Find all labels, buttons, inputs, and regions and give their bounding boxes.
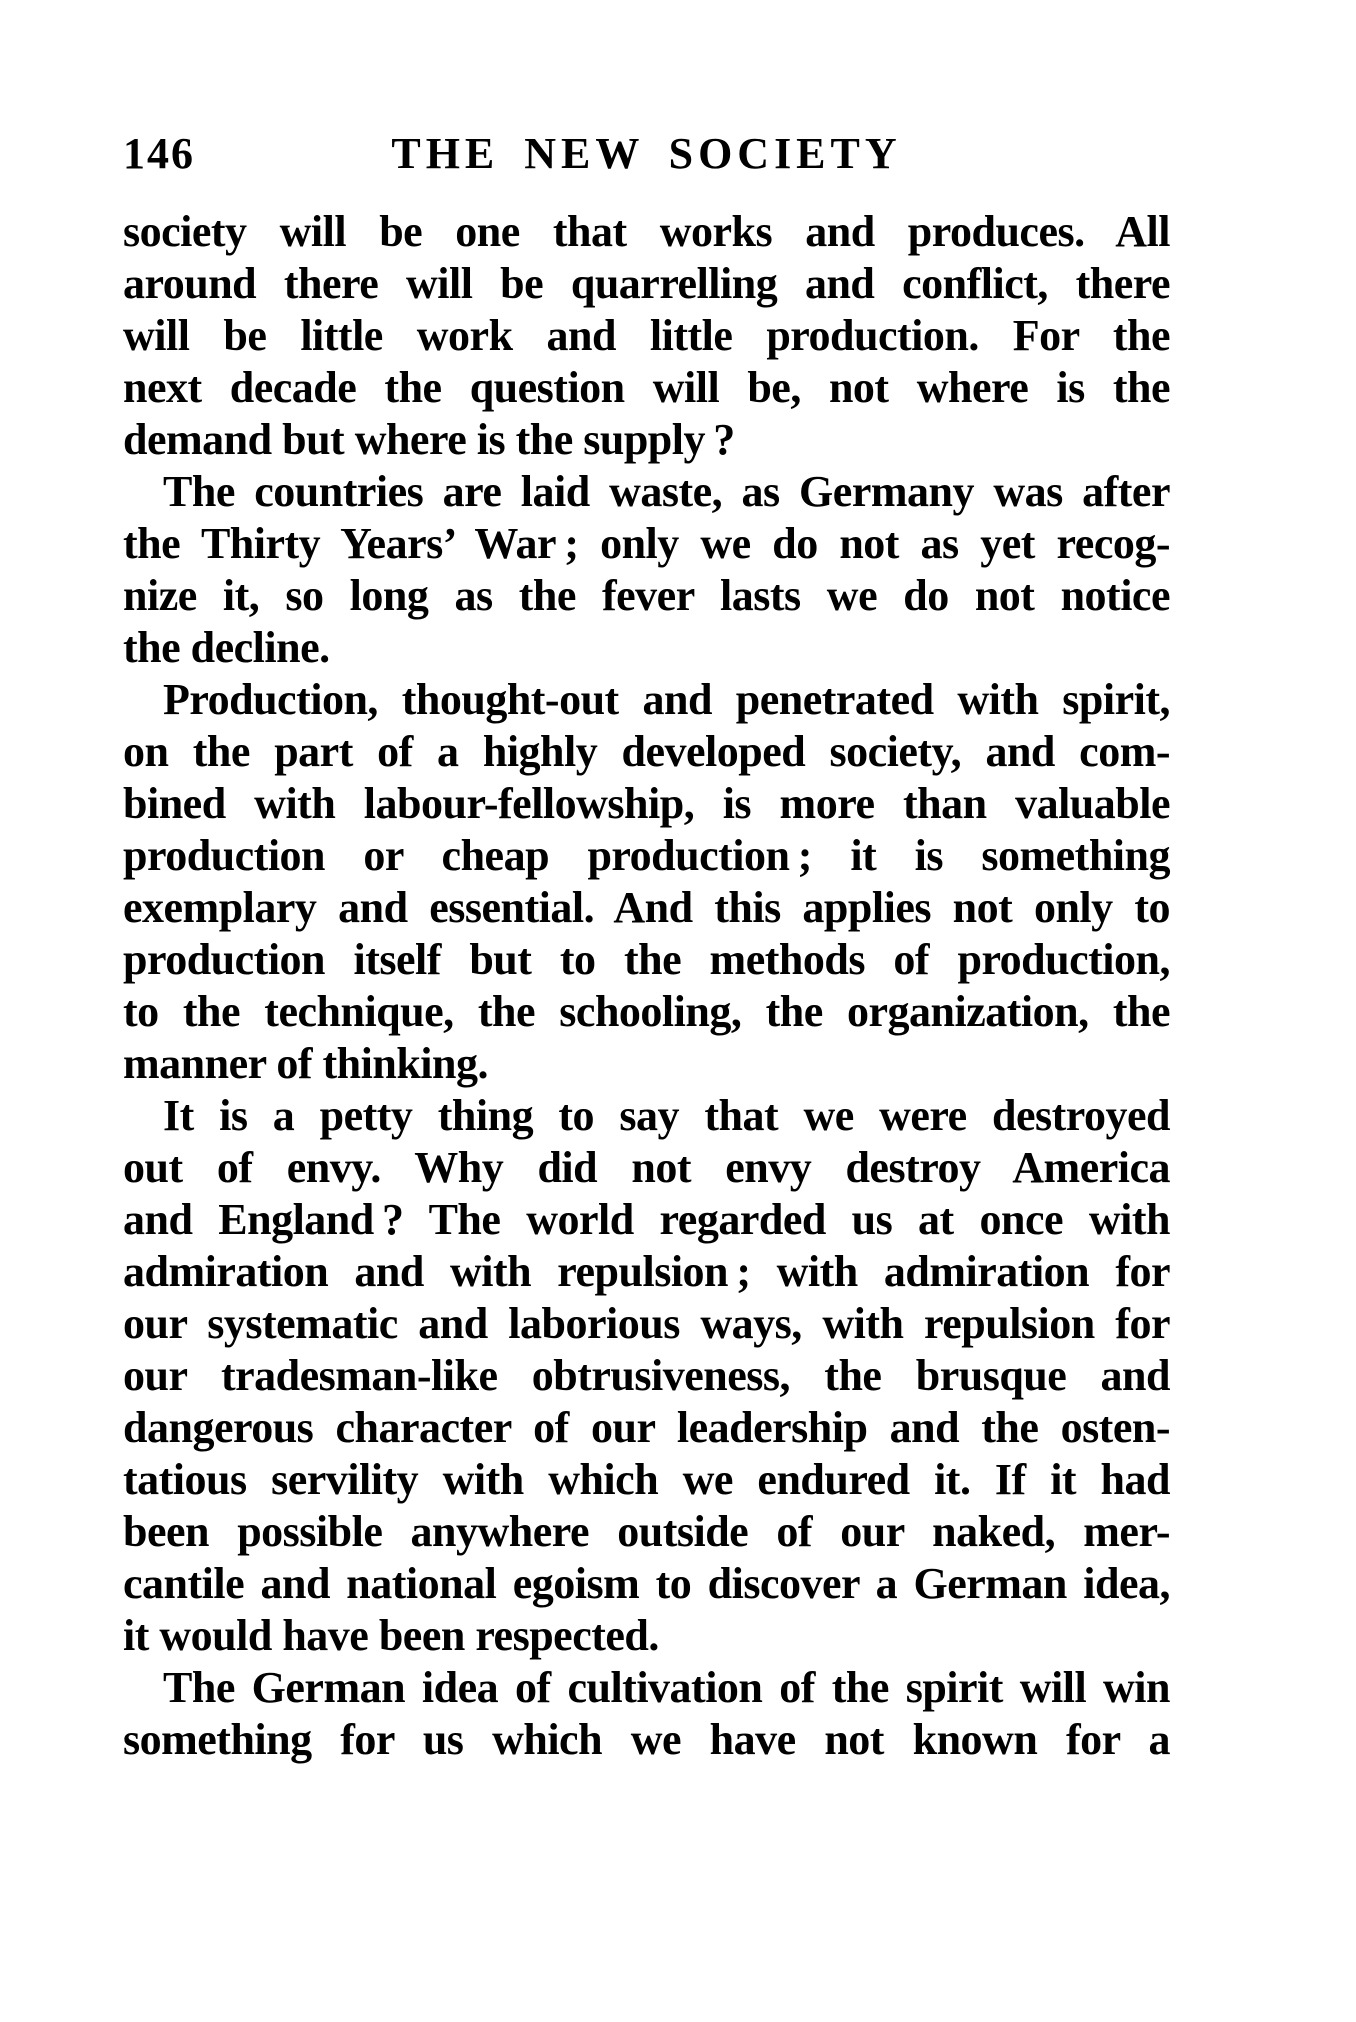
text-line: will be little work and little production. For the [123,311,1170,360]
text-line: around there will be quarrelling and conflict, there [123,259,1170,308]
text-line: the Thirty Years’ War ; only we do not as yet recog- [123,519,1170,568]
page-header [123,129,1170,178]
text-line: production itself but to the methods of production, [123,935,1170,984]
text-line: admiration and with repulsion ; with admiration for [123,1247,1170,1296]
text-line: cantile and national egoism to discover a German idea, [123,1559,1170,1608]
text-line: and England ? The world regarded us at once with [123,1195,1170,1244]
text-line: bined with labour-fellowship, is more than valuable [123,779,1170,828]
text-line: demand but where is the supply ? [123,415,735,464]
text-line: on the part of a highly developed society, and com- [123,727,1170,776]
text-line: production or cheap production ; it is something [123,831,1170,880]
page-number: 146 [123,129,195,178]
text-line: The German idea of cultivation of the spirit will win [163,1663,1170,1712]
paragraph [123,1662,1170,1766]
running-title: THE NEW SOCIETY [391,129,902,178]
paragraph [123,674,1170,1090]
text-line: our tradesman-like obtrusiveness, the brusque and [123,1351,1170,1400]
text-line: something for us which we have not known for a [123,1715,1170,1764]
paragraph [123,1090,1170,1662]
text-line: dangerous character of our leadership and the osten- [123,1403,1170,1452]
text-line: It is a petty thing to say that we were destroyed [163,1091,1170,1140]
text-line: tatious servility with which we endured it. If it had [123,1455,1170,1504]
text-line: society will be one that works and produces. All [123,207,1170,256]
text-line: the decline. [123,623,330,672]
text-line: exemplary and essential. And this applies not only to [123,883,1170,932]
text-line: to the technique, the schooling, the organization, the [123,987,1170,1036]
text-line: Production, thought-out and penetrated with spirit, [163,675,1170,724]
text-line: nize it, so long as the fever lasts we do not notice [123,571,1170,620]
paragraph [123,466,1170,674]
text-line: out of envy. Why did not envy destroy America [123,1143,1170,1192]
text-line: manner of thinking. [123,1039,488,1088]
text-line: it would have been respected. [123,1611,659,1660]
page-body [123,206,1170,1766]
text-line: The countries are laid waste, as Germany was after [163,467,1170,516]
text-line: next decade the question will be, not where is the [123,363,1170,412]
text-line: been possible anywhere outside of our naked, mer- [123,1507,1170,1556]
paragraph [123,206,1170,466]
text-line: our systematic and laborious ways, with repulsion for [123,1299,1170,1348]
